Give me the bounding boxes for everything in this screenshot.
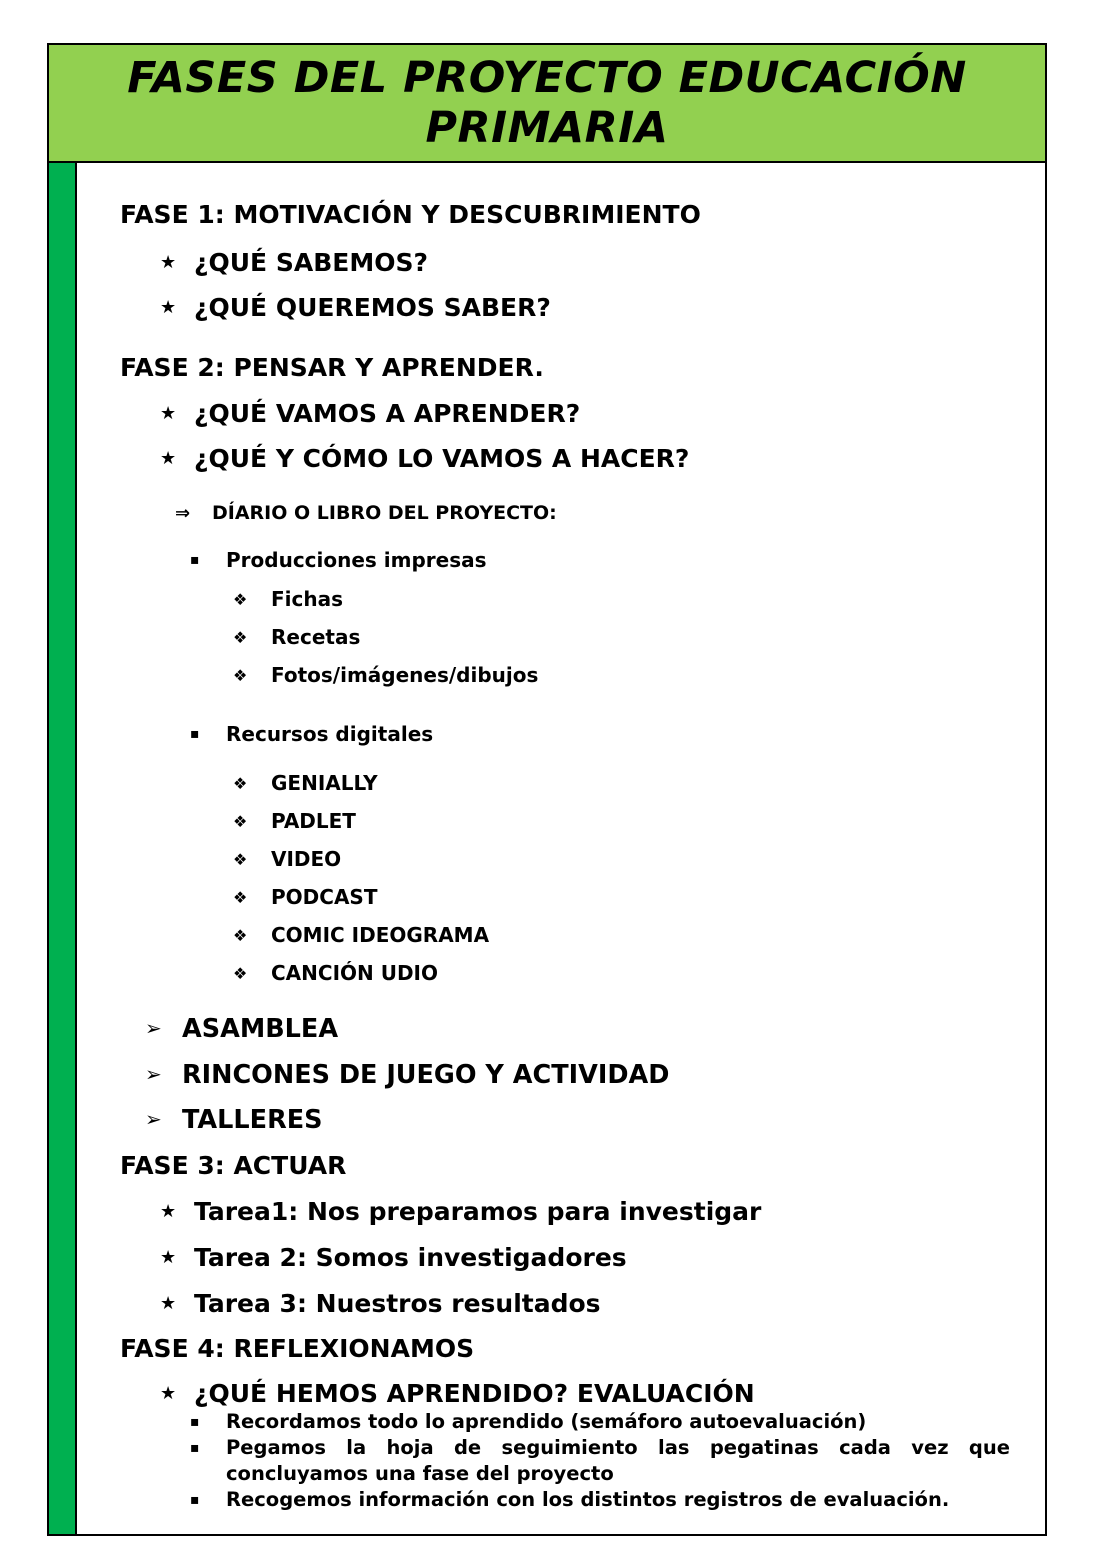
star-icon: ★ [160, 1383, 177, 1404]
diamond-bullet-icon: ❖ [233, 964, 248, 983]
list-item-text: PODCAST [271, 885, 378, 909]
list-item-text: Recordamos todo lo aprendido (semáforo autoevaluación) [226, 1410, 867, 1433]
list-item-text: ¿QUÉ Y CÓMO LO VAMOS A HACER? [194, 444, 690, 473]
star-icon: ★ [160, 403, 177, 424]
digital-resources-label [190, 722, 433, 746]
list-item [160, 293, 551, 322]
list-item-text: ¿QUÉ QUEREMOS SABER? [194, 293, 551, 322]
diamond-bullet-icon: ❖ [233, 590, 248, 609]
diamond-bullet-icon: ❖ [233, 774, 248, 793]
chevron-right-icon: ➢ [145, 1016, 162, 1040]
title-line-1: FASES DEL PROYECTO EDUCACIÓN [127, 53, 967, 103]
list-item-text: Pegamos la hoja de seguimiento las pegatinas cada vez que concluyamos una fase del proyecto [226, 1436, 1010, 1485]
star-icon: ★ [160, 448, 177, 469]
star-icon: ★ [160, 252, 177, 273]
list-item-text: COMIC IDEOGRAMA [271, 923, 490, 947]
green-side-bar [49, 163, 77, 1534]
square-bullet-icon: ▪ [190, 1414, 200, 1430]
diamond-bullet-icon: ❖ [233, 888, 248, 907]
diamond-bullet-icon: ❖ [233, 812, 248, 831]
list-item-text: Tarea 2: Somos investigadores [194, 1243, 627, 1272]
printed-productions-label [190, 548, 487, 572]
list-item [160, 399, 580, 428]
diamond-bullet-icon: ❖ [233, 850, 248, 869]
double-arrow-icon: ⇒ [175, 503, 191, 524]
phase-4-heading: FASE 4: REFLEXIONAMOS [120, 1334, 475, 1363]
list-item-text: Tarea1: Nos preparamos para investigar [194, 1197, 762, 1226]
star-icon: ★ [160, 1293, 177, 1314]
list-item [160, 1197, 761, 1226]
list-item-text: Recetas [271, 625, 361, 649]
list-item-text: TALLERES [182, 1105, 323, 1135]
list-item-text: VIDEO [271, 847, 342, 871]
list-item [233, 961, 438, 985]
list-item [233, 625, 360, 649]
square-bullet-icon: ▪ [190, 1440, 200, 1456]
title-line-2: PRIMARIA [425, 103, 669, 153]
diamond-bullet-icon: ❖ [233, 666, 248, 685]
list-item-text: Recogemos información con los distintos registros de evaluación. [226, 1488, 950, 1511]
list-item-text: Recursos digitales [226, 722, 434, 746]
diary-heading-text: DÍARIO O LIBRO DEL PROYECTO: [212, 502, 557, 524]
title-banner [49, 45, 1045, 163]
diamond-bullet-icon: ❖ [233, 628, 248, 647]
square-bullet-icon: ▪ [190, 552, 200, 568]
list-item-text: PADLET [271, 809, 356, 833]
list-item [190, 1435, 1010, 1487]
list-item [233, 847, 341, 871]
list-item [160, 1289, 601, 1318]
phase-3-heading: FASE 3: ACTUAR [120, 1151, 347, 1180]
list-item [160, 444, 689, 473]
list-item [233, 587, 343, 611]
list-item-text: ¿QUÉ SABEMOS? [194, 248, 428, 277]
page-title [127, 53, 966, 153]
phase-1-heading: FASE 1: MOTIVACIÓN Y DESCUBRIMIENTO [120, 200, 701, 229]
square-bullet-icon: ▪ [190, 1492, 200, 1508]
list-item [160, 1379, 755, 1408]
star-icon: ★ [160, 1247, 177, 1268]
list-item-text: Tarea 3: Nuestros resultados [194, 1289, 601, 1318]
list-item-text: ¿QUÉ VAMOS A APRENDER? [194, 399, 581, 428]
list-item [145, 1060, 669, 1090]
list-item [145, 1105, 323, 1135]
phase-2-heading: FASE 2: PENSAR Y APRENDER. [120, 353, 544, 382]
star-icon: ★ [160, 297, 177, 318]
chevron-right-icon: ➢ [145, 1062, 162, 1086]
list-item [190, 1409, 1010, 1435]
list-item [233, 923, 489, 947]
list-item-text: Producciones impresas [226, 548, 487, 572]
list-item-text: RINCONES DE JUEGO Y ACTIVIDAD [182, 1060, 670, 1090]
list-item [160, 248, 428, 277]
star-icon: ★ [160, 1201, 177, 1222]
list-item [233, 809, 356, 833]
list-item [233, 663, 538, 687]
list-item-text: Fotos/imágenes/dibujos [271, 663, 539, 687]
diary-heading [175, 502, 557, 524]
list-item-text: CANCIÓN UDIO [271, 961, 439, 985]
list-item [145, 1014, 338, 1044]
chevron-right-icon: ➢ [145, 1107, 162, 1131]
list-item [190, 1487, 1010, 1513]
list-item [233, 771, 378, 795]
list-item-text: GENIALLY [271, 771, 378, 795]
list-item-text: Fichas [271, 587, 344, 611]
list-item [233, 885, 377, 909]
list-item-text: ASAMBLEA [182, 1014, 339, 1044]
list-item-text: ¿QUÉ HEMOS APRENDIDO? EVALUACIÓN [194, 1379, 755, 1408]
square-bullet-icon: ▪ [190, 726, 200, 742]
evaluation-list [190, 1409, 1010, 1513]
diamond-bullet-icon: ❖ [233, 926, 248, 945]
list-item [160, 1243, 627, 1272]
